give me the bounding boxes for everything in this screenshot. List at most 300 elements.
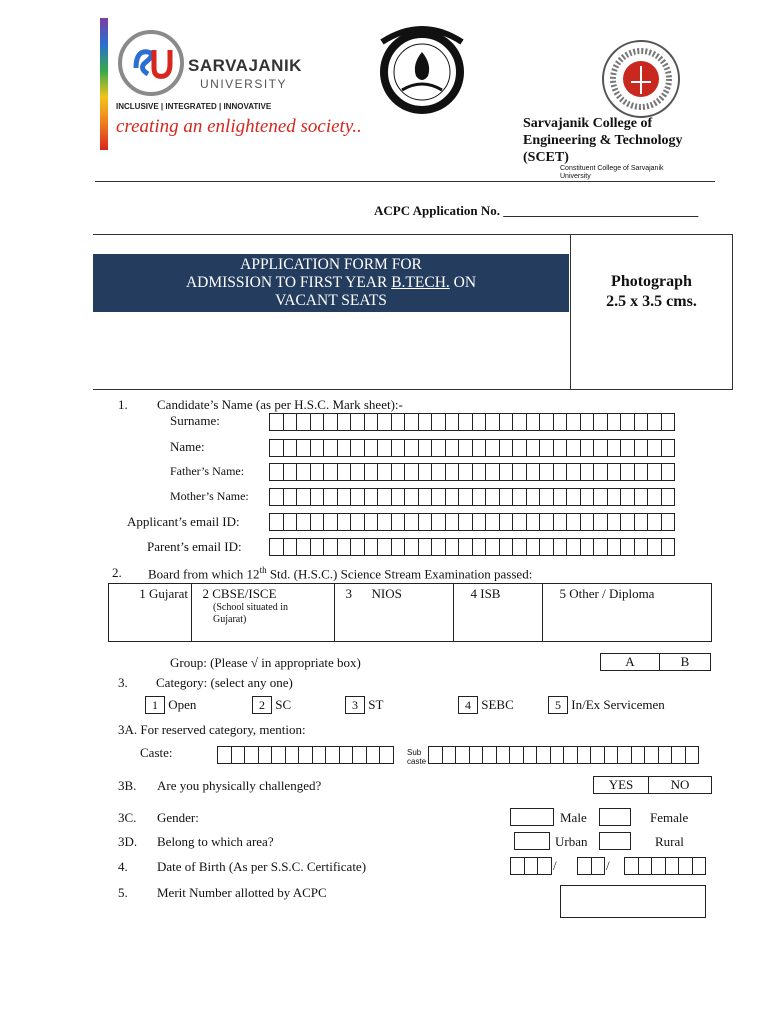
char-box[interactable] — [539, 513, 554, 531]
board-option-nios[interactable]: 3 NIOS — [335, 584, 454, 642]
char-box[interactable] — [566, 413, 581, 431]
char-box[interactable] — [269, 513, 284, 531]
char-box[interactable] — [499, 488, 514, 506]
char-box[interactable] — [283, 488, 298, 506]
char-box[interactable] — [418, 538, 433, 556]
char-box[interactable] — [283, 463, 298, 481]
char-box[interactable] — [485, 488, 500, 506]
char-box[interactable] — [499, 538, 514, 556]
char-box[interactable] — [310, 538, 325, 556]
char-box[interactable] — [631, 746, 646, 764]
char-box[interactable] — [337, 538, 352, 556]
char-box[interactable] — [510, 857, 525, 875]
char-box[interactable] — [566, 463, 581, 481]
char-box[interactable] — [512, 439, 527, 457]
char-box[interactable] — [323, 538, 338, 556]
char-box[interactable] — [350, 538, 365, 556]
q3-label: Category: (select any one) — [156, 675, 293, 690]
char-box[interactable] — [647, 488, 662, 506]
char-box[interactable] — [647, 538, 662, 556]
char-box[interactable] — [364, 413, 379, 431]
char-box[interactable] — [536, 746, 551, 764]
char-box[interactable] — [537, 857, 552, 875]
char-box[interactable] — [607, 538, 622, 556]
q3d-number: 3D. — [118, 834, 138, 849]
char-box[interactable] — [566, 513, 581, 531]
photograph-box[interactable] — [571, 272, 732, 312]
dob-year-input[interactable] — [625, 857, 706, 875]
char-box[interactable] — [377, 463, 392, 481]
char-box[interactable] — [485, 513, 500, 531]
gender-male-box[interactable] — [510, 808, 554, 826]
college-seal-icon — [600, 38, 682, 120]
char-box[interactable] — [620, 413, 635, 431]
category-st[interactable]: 3 ST — [345, 696, 383, 714]
char-box[interactable] — [458, 439, 473, 457]
parent-email-label: Parent’s email ID: — [147, 539, 242, 554]
char-box[interactable] — [566, 538, 581, 556]
photo-right-border — [732, 234, 733, 389]
char-box[interactable] — [553, 538, 568, 556]
char-box[interactable] — [692, 857, 707, 875]
name-input[interactable] — [270, 439, 675, 457]
char-box[interactable] — [431, 538, 446, 556]
header-divider — [95, 181, 715, 182]
char-box[interactable] — [526, 413, 541, 431]
category-open[interactable]: 1 Open — [145, 696, 196, 714]
logo-color-bar — [100, 18, 108, 150]
char-box[interactable] — [580, 538, 595, 556]
char-box[interactable] — [377, 513, 392, 531]
title-line1: APPLICATION FORM FOR — [240, 256, 422, 273]
char-box[interactable] — [580, 439, 595, 457]
char-box[interactable] — [296, 413, 311, 431]
acpc-application-number[interactable]: ACPC Application No. ______________________________ — [374, 203, 699, 218]
char-box[interactable] — [593, 439, 608, 457]
char-box[interactable] — [337, 439, 352, 457]
char-box[interactable] — [523, 746, 538, 764]
father-name-label: Father’s Name: — [170, 464, 245, 478]
char-box[interactable] — [524, 857, 539, 875]
char-box[interactable] — [431, 463, 446, 481]
char-box[interactable] — [593, 413, 608, 431]
area-rural-box[interactable] — [599, 832, 631, 850]
char-box[interactable] — [661, 538, 676, 556]
char-box[interactable] — [323, 439, 338, 457]
college-name-line3: (SCET) — [523, 150, 569, 165]
char-box[interactable] — [269, 413, 284, 431]
char-box[interactable] — [377, 538, 392, 556]
char-box[interactable] — [350, 439, 365, 457]
char-box[interactable] — [593, 513, 608, 531]
form-title-banner — [93, 254, 569, 312]
char-box[interactable] — [455, 746, 470, 764]
gender-female-box[interactable] — [599, 808, 631, 826]
char-box[interactable] — [312, 746, 327, 764]
char-box[interactable] — [352, 746, 367, 764]
char-box[interactable] — [217, 746, 232, 764]
char-box[interactable] — [445, 513, 460, 531]
char-box[interactable] — [658, 746, 673, 764]
char-box[interactable] — [283, 439, 298, 457]
char-box[interactable] — [404, 413, 419, 431]
char-box[interactable] — [607, 413, 622, 431]
char-box[interactable] — [310, 488, 325, 506]
group-label: Group: (Please √ in appropriate box) — [170, 655, 361, 670]
char-box[interactable] — [472, 439, 487, 457]
area-urban-label: Urban — [555, 834, 588, 849]
mother-name-input[interactable] — [270, 488, 675, 506]
char-box[interactable] — [431, 488, 446, 506]
char-box[interactable] — [634, 538, 649, 556]
char-box[interactable] — [296, 463, 311, 481]
category-servicemen[interactable]: 5 In/Ex Servicemen — [548, 696, 665, 714]
char-box[interactable] — [271, 746, 286, 764]
char-box[interactable] — [593, 463, 608, 481]
q3-number: 3. — [118, 675, 128, 690]
char-box[interactable] — [607, 488, 622, 506]
char-box[interactable] — [620, 538, 635, 556]
char-box[interactable] — [647, 513, 662, 531]
board-option-cbse[interactable]: 2 CBSE/ISCE (School situated in Gujarat) — [192, 584, 335, 642]
board-option-gujarat[interactable]: 1 Gujarat — [109, 584, 192, 642]
char-box[interactable] — [553, 413, 568, 431]
char-box[interactable] — [580, 463, 595, 481]
char-box[interactable] — [607, 463, 622, 481]
char-box[interactable] — [310, 513, 325, 531]
subcaste-label: Sub caste — [407, 748, 427, 766]
university-logo — [100, 18, 362, 153]
char-box[interactable] — [458, 538, 473, 556]
title-line2: ADMISSION TO FIRST YEAR B.TECH. ON — [185, 274, 477, 291]
char-box[interactable] — [620, 439, 635, 457]
surname-label: Surname: — [170, 413, 220, 428]
title-section-bottom-line — [93, 389, 733, 390]
char-box[interactable] — [428, 746, 443, 764]
father-name-input[interactable] — [270, 463, 675, 481]
char-box[interactable] — [512, 463, 527, 481]
char-box[interactable] — [563, 746, 578, 764]
constituent-line2: University — [560, 173, 591, 180]
char-box[interactable] — [553, 463, 568, 481]
char-box[interactable] — [593, 488, 608, 506]
char-box[interactable] — [566, 488, 581, 506]
char-box[interactable] — [469, 746, 484, 764]
char-box[interactable] — [671, 746, 686, 764]
char-box[interactable] — [364, 513, 379, 531]
char-box[interactable] — [580, 488, 595, 506]
char-box[interactable] — [472, 513, 487, 531]
char-box[interactable] — [539, 538, 554, 556]
logo-values: INCLUSIVE | INTEGRATED | INNOVATIVE — [116, 102, 272, 111]
dob-separator-2: / — [606, 858, 610, 873]
challenged-yes-box[interactable]: YES — [593, 776, 649, 794]
char-box[interactable] — [644, 746, 659, 764]
constituent-line1: Constituent College of Sarvajanik — [560, 165, 664, 172]
logo-tagline: creating an enlightened society.. — [116, 116, 362, 137]
char-box[interactable] — [591, 857, 606, 875]
char-box[interactable] — [323, 488, 338, 506]
char-box[interactable] — [418, 463, 433, 481]
char-box[interactable] — [620, 463, 635, 481]
char-box[interactable] — [391, 463, 406, 481]
char-box[interactable] — [269, 488, 284, 506]
char-box[interactable] — [296, 488, 311, 506]
char-box[interactable] — [458, 413, 473, 431]
board-table — [108, 583, 712, 642]
constituent-note — [560, 165, 664, 181]
char-box[interactable] — [283, 513, 298, 531]
char-box[interactable] — [509, 746, 524, 764]
char-box[interactable] — [364, 488, 379, 506]
char-box[interactable] — [685, 746, 700, 764]
board-option-isb[interactable]: 4 ISB — [454, 584, 543, 642]
char-box[interactable] — [617, 746, 632, 764]
char-box[interactable] — [577, 746, 592, 764]
char-box[interactable] — [526, 488, 541, 506]
char-box[interactable] — [296, 538, 311, 556]
applicant-email-input[interactable] — [270, 513, 675, 531]
char-box[interactable] — [379, 746, 394, 764]
char-box[interactable] — [566, 439, 581, 457]
char-box[interactable] — [665, 857, 680, 875]
area-rural-label: Rural — [655, 834, 684, 849]
char-box[interactable] — [496, 746, 511, 764]
char-box[interactable] — [364, 538, 379, 556]
char-box[interactable] — [485, 413, 500, 431]
char-box[interactable] — [580, 413, 595, 431]
parent-email-input[interactable] — [270, 538, 675, 556]
char-box[interactable] — [298, 746, 313, 764]
char-box[interactable] — [310, 413, 325, 431]
char-box[interactable] — [350, 513, 365, 531]
char-box[interactable] — [337, 463, 352, 481]
char-box[interactable] — [323, 513, 338, 531]
dob-day-input[interactable] — [511, 857, 552, 875]
char-box[interactable] — [350, 463, 365, 481]
char-box[interactable] — [391, 538, 406, 556]
char-box[interactable] — [431, 513, 446, 531]
char-box[interactable] — [634, 439, 649, 457]
char-box[interactable] — [269, 538, 284, 556]
char-box[interactable] — [661, 413, 676, 431]
q3b-label: Are you physically challenged? — [157, 778, 322, 793]
char-box[interactable] — [283, 538, 298, 556]
q4-number: 4. — [118, 859, 128, 874]
photo-label: Photograph — [611, 273, 692, 290]
char-box[interactable] — [323, 463, 338, 481]
title-underlined: B.TECH. — [391, 274, 450, 291]
char-box[interactable] — [431, 413, 446, 431]
q3c-label: Gender: — [157, 810, 199, 825]
q3c-number: 3C. — [118, 810, 137, 825]
char-box[interactable] — [512, 488, 527, 506]
gender-female-label: Female — [650, 810, 689, 825]
char-box[interactable] — [651, 857, 666, 875]
q5-number: 5. — [118, 885, 128, 900]
char-box[interactable] — [366, 746, 381, 764]
college-name — [523, 115, 682, 166]
char-box[interactable] — [472, 413, 487, 431]
char-box[interactable] — [620, 488, 635, 506]
q1-number: 1. — [118, 397, 128, 412]
char-box[interactable] — [339, 746, 354, 764]
char-box[interactable] — [539, 413, 554, 431]
caste-input[interactable] — [218, 746, 394, 764]
group-b-box[interactable]: B — [659, 653, 711, 671]
char-box[interactable] — [350, 413, 365, 431]
char-box[interactable] — [678, 857, 693, 875]
char-box[interactable] — [337, 488, 352, 506]
char-box[interactable] — [350, 488, 365, 506]
char-box[interactable] — [539, 488, 554, 506]
char-box[interactable] — [418, 413, 433, 431]
char-box[interactable] — [526, 439, 541, 457]
char-box[interactable] — [442, 746, 457, 764]
char-box[interactable] — [512, 538, 527, 556]
char-box[interactable] — [325, 746, 340, 764]
char-box[interactable] — [244, 746, 259, 764]
char-box[interactable] — [445, 538, 460, 556]
char-box[interactable] — [634, 488, 649, 506]
char-box[interactable] — [607, 439, 622, 457]
char-box[interactable] — [391, 413, 406, 431]
char-box[interactable] — [550, 746, 565, 764]
char-box[interactable] — [431, 439, 446, 457]
char-box[interactable] — [593, 538, 608, 556]
char-box[interactable] — [512, 413, 527, 431]
char-box[interactable] — [445, 413, 460, 431]
char-box[interactable] — [458, 513, 473, 531]
area-urban-box[interactable] — [514, 832, 550, 850]
char-box[interactable] — [418, 488, 433, 506]
char-box[interactable] — [485, 463, 500, 481]
char-box[interactable] — [604, 746, 619, 764]
char-box[interactable] — [553, 439, 568, 457]
char-box[interactable] — [418, 513, 433, 531]
char-box[interactable] — [647, 413, 662, 431]
merit-number-box[interactable] — [560, 885, 706, 918]
college-name-line1: Sarvajanik College of — [523, 116, 653, 131]
char-box[interactable] — [337, 413, 352, 431]
char-box[interactable] — [404, 488, 419, 506]
char-box[interactable] — [539, 463, 554, 481]
subcaste-input[interactable] — [429, 746, 699, 764]
char-box[interactable] — [634, 463, 649, 481]
char-box[interactable] — [526, 463, 541, 481]
char-box[interactable] — [661, 463, 676, 481]
char-box[interactable] — [337, 513, 352, 531]
char-box[interactable] — [624, 857, 639, 875]
char-box[interactable] — [499, 439, 514, 457]
char-box[interactable] — [634, 413, 649, 431]
char-box[interactable] — [526, 513, 541, 531]
logo-subname: UNIVERSITY — [200, 77, 288, 91]
char-box[interactable] — [364, 439, 379, 457]
char-box[interactable] — [231, 746, 246, 764]
group-a-box[interactable]: A — [600, 653, 660, 671]
char-box[interactable] — [580, 513, 595, 531]
char-box[interactable] — [458, 463, 473, 481]
char-box[interactable] — [661, 488, 676, 506]
char-box[interactable] — [499, 463, 514, 481]
char-box[interactable] — [577, 857, 592, 875]
char-box[interactable] — [364, 463, 379, 481]
char-box[interactable] — [638, 857, 653, 875]
char-box[interactable] — [283, 413, 298, 431]
dob-month-input[interactable] — [578, 857, 605, 875]
q3b-number: 3B. — [118, 778, 137, 793]
category-sc[interactable]: 2 SC — [252, 696, 291, 714]
char-box[interactable] — [553, 513, 568, 531]
char-box[interactable] — [590, 746, 605, 764]
char-box[interactable] — [512, 513, 527, 531]
char-box[interactable] — [553, 488, 568, 506]
char-box[interactable] — [258, 746, 273, 764]
char-box[interactable] — [499, 513, 514, 531]
char-box[interactable] — [445, 439, 460, 457]
char-box[interactable] — [404, 513, 419, 531]
surname-input[interactable] — [270, 413, 675, 431]
char-box[interactable] — [499, 413, 514, 431]
char-box[interactable] — [391, 513, 406, 531]
char-box[interactable] — [269, 439, 284, 457]
char-box[interactable] — [472, 488, 487, 506]
char-box[interactable] — [472, 538, 487, 556]
char-box[interactable] — [458, 488, 473, 506]
char-box[interactable] — [296, 513, 311, 531]
char-box[interactable] — [296, 439, 311, 457]
char-box[interactable] — [620, 513, 635, 531]
char-box[interactable] — [404, 463, 419, 481]
char-box[interactable] — [661, 513, 676, 531]
char-box[interactable] — [404, 538, 419, 556]
char-box[interactable] — [323, 413, 338, 431]
logo-name: SARVAJANIK — [188, 56, 302, 75]
char-box[interactable] — [482, 746, 497, 764]
char-box[interactable] — [634, 513, 649, 531]
char-box[interactable] — [310, 463, 325, 481]
char-box[interactable] — [485, 538, 500, 556]
category-sebc[interactable]: 4 SEBC — [458, 696, 514, 714]
society-seal-icon — [372, 20, 472, 120]
char-box[interactable] — [607, 513, 622, 531]
title-section-top-line — [93, 234, 733, 235]
char-box[interactable] — [269, 463, 284, 481]
char-box[interactable] — [377, 413, 392, 431]
q1-label: Candidate’s Name (as per H.S.C. Mark sheet):- — [157, 397, 403, 412]
char-box[interactable] — [377, 488, 392, 506]
char-box[interactable] — [485, 439, 500, 457]
char-box[interactable] — [647, 463, 662, 481]
char-box[interactable] — [526, 538, 541, 556]
char-box[interactable] — [391, 439, 406, 457]
char-box[interactable] — [472, 463, 487, 481]
char-box[interactable] — [661, 439, 676, 457]
char-box[interactable] — [445, 463, 460, 481]
char-box[interactable] — [285, 746, 300, 764]
char-box[interactable] — [377, 439, 392, 457]
challenged-no-box[interactable]: NO — [648, 776, 712, 794]
char-box[interactable] — [539, 439, 554, 457]
char-box[interactable] — [391, 488, 406, 506]
char-box[interactable] — [310, 439, 325, 457]
char-box[interactable] — [418, 439, 433, 457]
board-option-other[interactable]: 5 Other / Diploma — [543, 584, 712, 642]
char-box[interactable] — [445, 488, 460, 506]
char-box[interactable] — [404, 439, 419, 457]
char-box[interactable] — [647, 439, 662, 457]
